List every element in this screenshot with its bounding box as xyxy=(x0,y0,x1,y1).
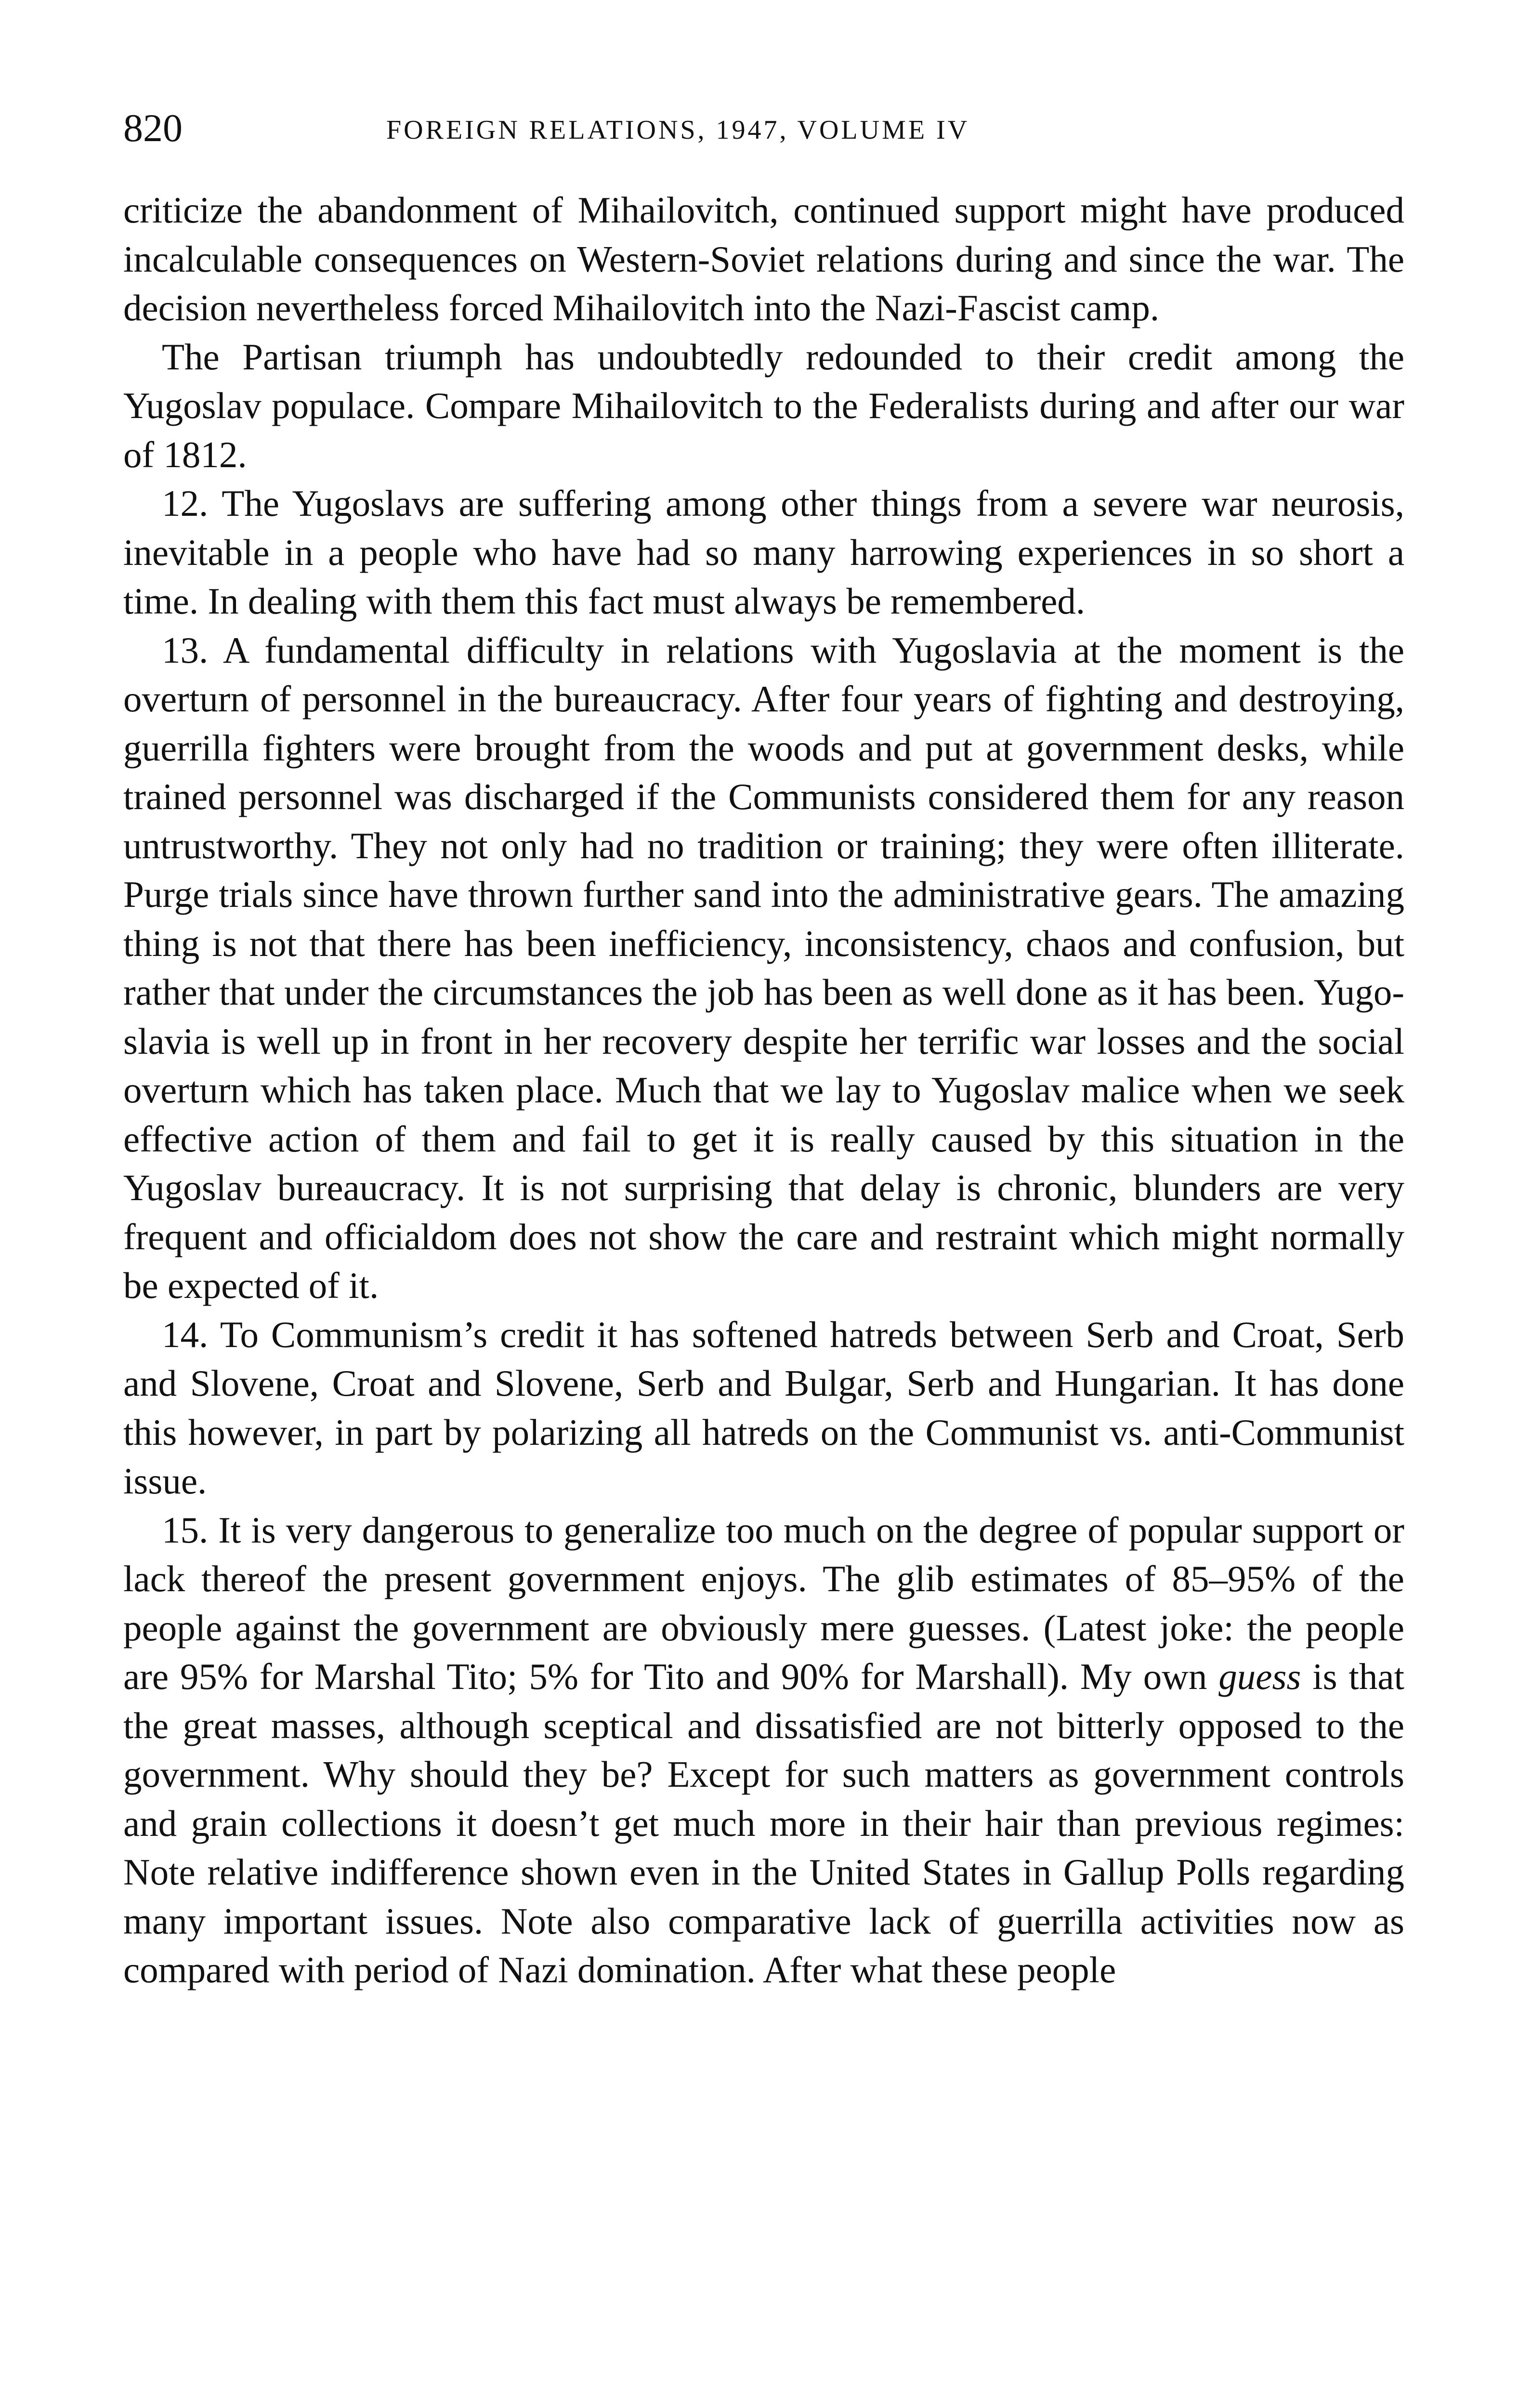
paragraph-15-text-before: 15. It is very dangerous to generalize too much on the degree of popular support or lack thereof the present government enjoys. The glib estimates of 85–95% of the people against the government are obviously mere guesses. (Latest joke: the people are 95% for Marshal Tito; 5% for Tito and 90% for Marshall). My own xyxy=(123,1509,1404,1697)
page-header xyxy=(123,94,1404,167)
paragraph-14: 14. To Communism’s credit it has softened hatreds between Serb and Croat, Serb and Slovene, Croat and Slovene, Serb and Bulgar, Serb and Hungarian. It has done this however, in part by polarizing all hatreds on the Communist vs. anti-Communist issue. xyxy=(123,1313,1404,1502)
paragraph-partisan-triumph: The Partisan triumph has undoubtedly redounded to their credit among the Yugoslav populace. Compare Mihailovitch to the Federalists during and after our war of 1812. xyxy=(123,336,1404,475)
paragraph-13: 13. A fundamental difficulty in relations with Yugoslavia at the moment is the overturn of personnel in the bureaucracy. After four years of fighting and destroying, guerrilla fighters were brought from the woods and put at government desks, while trained personnel was discharged if the Communists considered them for any reason untrustworthy. They not only had no tradition or training; they were often illiterate. Purge trials since have thrown further sand into the administrative gears. The amazing thing is not that there has been inefficiency, inconsistency, chaos and confusion, but rather that under the circumstances the job has been as well done as it has been. Yugoslavia is well up in front in her recovery despite her terrific war losses and the social overturn which has taken place. Much that we lay to Yugoslav malice when we seek effective action of them and fail to get it is really caused by this situation in the Yugoslav bureaucracy. It is not surprising that delay is chronic, blunders are very frequent and officialdom does not show the care and restraint which might normally be expected of it. xyxy=(123,629,1404,1306)
paragraph-12: 12. The Yugoslavs are suffering among other things from a severe war neurosis, inevitable in a people who have had so many harrowing experiences in so short a time. In dealing with them this fact must always be remembered. xyxy=(123,483,1404,622)
running-head: FOREIGN RELATIONS, 1947, VOLUME IV xyxy=(386,115,970,145)
body-text xyxy=(123,186,1404,1995)
paragraph-continuation: criticize the abandonment of Mihailovitch, continued support might have produced incalculable consequences on Western-Soviet relations during and since the war. The decision nevertheless forced Mihailovitch into the Nazi-Fascist camp. xyxy=(123,189,1404,328)
document-page xyxy=(123,94,1404,1995)
paragraph-15-emphasis: guess xyxy=(1218,1656,1301,1697)
paragraph-15 xyxy=(123,1506,1404,1995)
page-number: 820 xyxy=(123,106,183,150)
paragraph-15-text-after: is that the great masses, although sceptical and dissatisfied are not bitterly opposed to the government. Why should they be? Except for such matters as government controls and grain collections it doesn’t get much more in their hair than previous regimes: Note relative indifference shown even in the United States in Gallup Polls regarding many important issues. Note also comparative lack of guerrilla activities now as compared with period of Nazi domination. After what these people xyxy=(123,1656,1404,1990)
